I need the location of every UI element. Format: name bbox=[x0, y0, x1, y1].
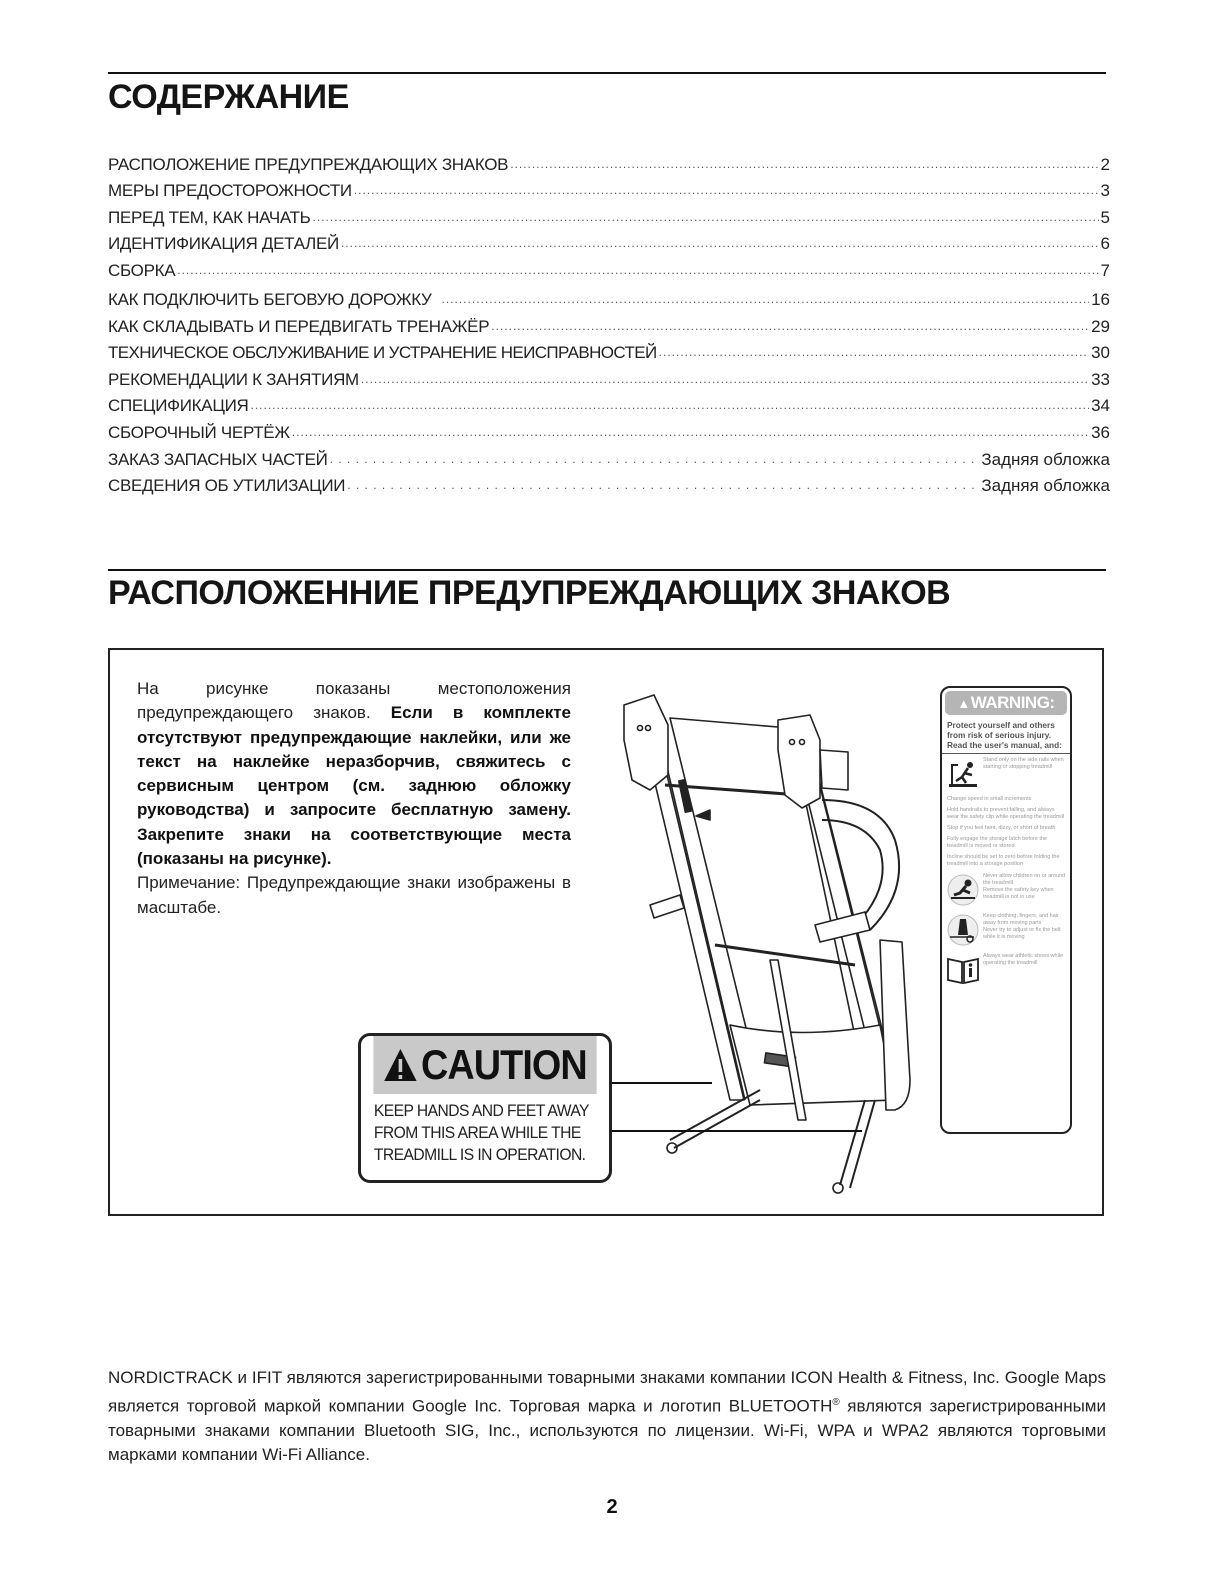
treadmill-drawing bbox=[610, 680, 930, 1200]
caution-label-body bbox=[361, 1094, 589, 1166]
warning-item-text: Remove the safety key when treadmill is not in use bbox=[983, 887, 1054, 900]
toc-item[interactable] bbox=[108, 470, 1110, 497]
intro-text: На рисунке показаны местоположения предупреждающего знаков. bbox=[137, 679, 571, 723]
caution-arrow-lower bbox=[612, 1130, 862, 1132]
trademark-text: являются зарегистрированными товарными знаками компании Bluetooth SIG, Inc., используются по лицензии. Wi-Fi, WPA и WPA2 являются торговыми марками компании Wi-Fi Alliance. bbox=[108, 1396, 1106, 1465]
page-number: 2 bbox=[606, 1496, 618, 1518]
toc-item-page: 2 bbox=[1100, 154, 1110, 174]
warning-bullet: Fully engage the storage latch before the treadmill is moved or stored bbox=[947, 836, 1047, 849]
leader-dots bbox=[510, 157, 1098, 171]
toc-item-page: 5 bbox=[1100, 207, 1110, 227]
toc-item[interactable] bbox=[108, 390, 1110, 417]
caution-label-line: KEEP HANDS AND FEET AWAY bbox=[373, 1101, 589, 1120]
warning-triangle-icon: ▲ bbox=[957, 695, 970, 711]
toc-item[interactable] bbox=[108, 148, 1110, 175]
leader-dots bbox=[354, 183, 1099, 197]
leader-dots bbox=[442, 292, 1090, 306]
leader-dots bbox=[491, 319, 1089, 333]
toc-item-page: 30 bbox=[1091, 343, 1110, 363]
leader-dots bbox=[313, 210, 1099, 224]
hand-caught-icon bbox=[946, 913, 980, 947]
caution-arrow-upper bbox=[612, 1082, 712, 1084]
toc-item[interactable] bbox=[108, 228, 1110, 255]
warning-label bbox=[940, 686, 1072, 1134]
registered-mark: ® bbox=[832, 1396, 840, 1408]
section-rule bbox=[108, 569, 1106, 571]
warning-item-text: Keep clothing, fingers, and hair away from moving parts bbox=[983, 913, 1059, 926]
toc-item[interactable] bbox=[108, 310, 1110, 337]
warning-bullet: Hold handrails to prevent falling, and always wear the safety clip while operating the treadmill bbox=[947, 807, 1065, 820]
warning-label-header bbox=[945, 691, 1067, 715]
toc-item[interactable] bbox=[108, 443, 1110, 470]
toc-item-label: СВЕДЕНИЯ ОБ УТИЛИЗАЦИИ bbox=[108, 476, 346, 496]
child-on-treadmill-icon bbox=[946, 873, 980, 907]
intro-paragraph bbox=[137, 677, 571, 920]
warning-item-text: Never try to adjust or fix the belt while it is moving bbox=[983, 927, 1061, 940]
toc-item-page: 29 bbox=[1091, 316, 1110, 336]
toc-item[interactable] bbox=[108, 363, 1110, 390]
toc-item-label: КАК СКЛАДЫВАТЬ И ПЕРЕДВИГАТЬ ТРЕНАЖЁР bbox=[108, 316, 490, 336]
warning-item bbox=[942, 910, 1070, 950]
warning-bullet: Stop if you feel faint, dizzy, or short of breath bbox=[947, 825, 1056, 831]
toc-item[interactable] bbox=[108, 254, 1110, 281]
leader-dots bbox=[251, 398, 1090, 412]
leader-dots bbox=[177, 263, 1098, 277]
toc-item-label: ПЕРЕД ТЕМ, КАК НАЧАТЬ bbox=[108, 207, 311, 227]
caution-label-line: FROM THIS AREA WHILE THE bbox=[373, 1123, 581, 1142]
toc-item-page: 6 bbox=[1100, 234, 1110, 254]
trademark-notice bbox=[108, 1366, 1106, 1468]
toc-item-label: ТЕХНИЧЕСКОЕ ОБСЛУЖИВАНИЕ И УСТРАНЕНИЕ НЕИСПРАВНОСТЕЙ bbox=[108, 343, 657, 363]
toc-item-label: СБОРОЧНЫЙ ЧЕРТЁЖ bbox=[108, 422, 290, 442]
toc-item[interactable] bbox=[108, 281, 1110, 310]
warning-item bbox=[942, 950, 1070, 990]
toc-item-page: 3 bbox=[1100, 181, 1110, 201]
trademark-text: NORDICTRACK и IFIT являются зарегистрированными товарными знаками компании ICON Health & Fitness, Inc. Google Maps является торговой маркой компании Google Inc. Торговая марка и логотип BLUETOOTH bbox=[108, 1368, 1106, 1416]
leader-dots bbox=[361, 372, 1089, 386]
warning-bullet: Change speed in small increments bbox=[947, 796, 1032, 802]
warning-label-title: WARNING: bbox=[970, 693, 1055, 712]
toc-item-label: ИДЕНТИФИКАЦИЯ ДЕТАЛЕЙ bbox=[108, 234, 339, 254]
warning-item-text: Never allow children on or around the treadmill bbox=[983, 873, 1066, 886]
warning-item-text: Always wear athletic shoes while operating the treadmill bbox=[983, 953, 1064, 966]
leader-dots bbox=[659, 345, 1089, 359]
leader-dots bbox=[292, 425, 1089, 439]
toc-item-label: РАСПОЛОЖЕНИЕ ПРЕДУПРЕЖДАЮЩИХ ЗНАКОВ bbox=[108, 154, 509, 174]
toc-item-label: РЕКОМЕНДАЦИИ К ЗАНЯТИЯМ bbox=[108, 369, 359, 389]
warning-triangle-icon bbox=[383, 1048, 417, 1082]
toc-item-page: 34 bbox=[1091, 396, 1110, 416]
toc-title: СОДЕРЖАНИЕ bbox=[108, 78, 349, 116]
toc-item-page: Задняя обложка bbox=[981, 476, 1110, 496]
section-title: РАСПОЛОЖЕННИЕ ПРЕДУПРЕЖДАЮЩИХ ЗНАКОВ bbox=[108, 574, 951, 612]
toc-item[interactable] bbox=[108, 175, 1110, 202]
falling-person-icon bbox=[946, 757, 980, 791]
read-manual-icon bbox=[946, 953, 980, 987]
warning-label-intro: Protect yourself and others from risk of serious injury. Read the user's manual, and: bbox=[942, 718, 1070, 754]
toc-item-label: КАК ПОДКЛЮЧИТЬ БЕГОВУЮ ДОРОЖКУ bbox=[108, 289, 432, 309]
toc-item[interactable] bbox=[108, 416, 1110, 443]
toc-item-page: 16 bbox=[1091, 289, 1110, 309]
warning-item-text: Stand only on the side rails when starting or stopping treadmill bbox=[983, 757, 1064, 770]
toc-item-label: ЗАКАЗ ЗАПАСНЫХ ЧАСТЕЙ bbox=[108, 449, 328, 469]
toc-item-label: МЕРЫ ПРЕДОСТОРОЖНОСТИ bbox=[108, 181, 352, 201]
toc-item-label: СПЕЦИФИКАЦИЯ bbox=[108, 396, 249, 416]
top-rule bbox=[108, 72, 1106, 74]
toc-item[interactable] bbox=[108, 201, 1110, 228]
warning-bullet: Incline should be set to zero before folding the treadmill into a storage position bbox=[947, 854, 1060, 867]
intro-bold-text: Если в комплекте отсутствуют предупреждающие наклейки, или же текст на наклейке неразборчив, свяжитесь с сервисным центром (см. заднюю обложку руководства) и запросите бесплатную замену. Закрепите знаки на соответствующие места (показаны на рисунке). bbox=[137, 703, 571, 869]
toc-item-page: 7 bbox=[1100, 260, 1110, 280]
leader-dots bbox=[347, 478, 979, 492]
caution-label bbox=[358, 1033, 612, 1183]
toc-item-label: СБОРКА bbox=[108, 260, 176, 280]
toc-item-page: 33 bbox=[1091, 369, 1110, 389]
toc-item[interactable] bbox=[108, 337, 1110, 364]
leader-dots bbox=[330, 452, 980, 466]
caution-label-line: TREADMILL IS IN OPERATION. bbox=[373, 1145, 586, 1164]
table-of-contents bbox=[108, 148, 1110, 496]
toc-item-page: Задняя обложка bbox=[981, 449, 1110, 469]
warning-item bbox=[942, 754, 1070, 794]
toc-item-page: 36 bbox=[1091, 422, 1110, 442]
warning-item bbox=[942, 870, 1070, 910]
caution-label-header bbox=[373, 1036, 596, 1094]
note-text: Примечание: Предупреждающие знаки изображены в масштабе. bbox=[137, 873, 571, 917]
leader-dots bbox=[341, 236, 1099, 250]
caution-label-title: CAUTION bbox=[420, 1041, 587, 1088]
